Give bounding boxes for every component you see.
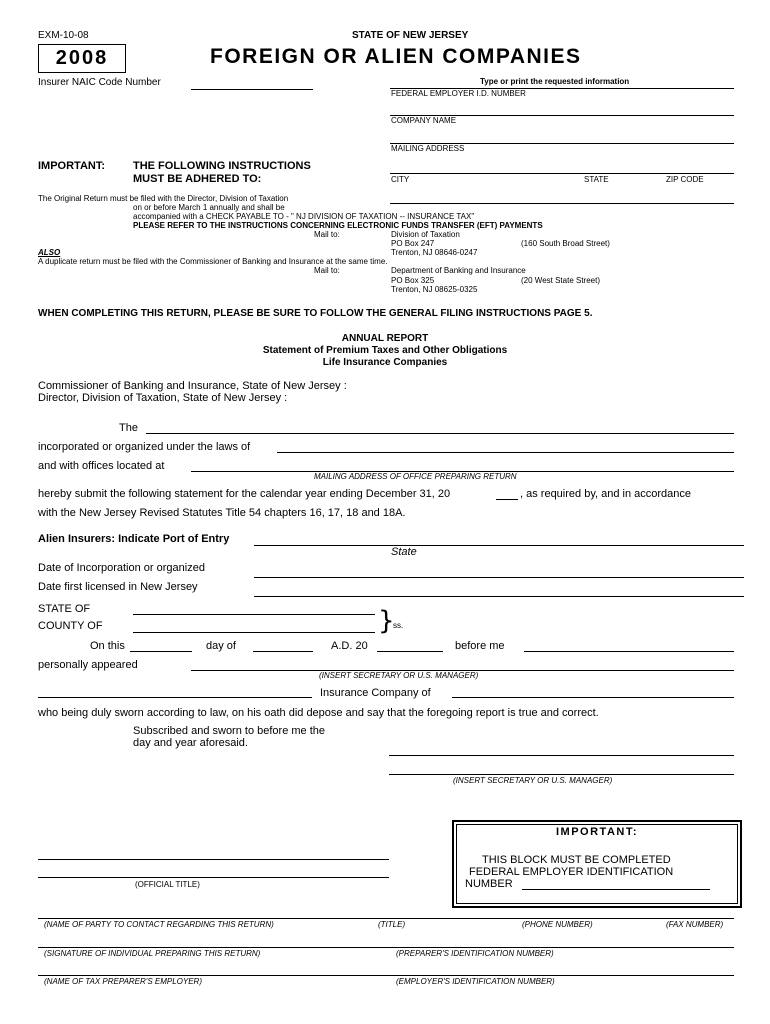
subscribed-line-1: Subscribed and sworn to before me the (133, 725, 326, 737)
county-of-label: COUNTY OF (38, 620, 103, 632)
type-or-print-note: Type or print the requested information (480, 77, 630, 86)
port-of-entry-input[interactable] (254, 545, 744, 546)
banking-street: (20 West State Street) (521, 276, 600, 285)
important-block-line-2: FEDERAL EMPLOYER IDENTIFICATION (469, 866, 674, 878)
insert-secretary-caption: (INSERT SECRETARY OR U.S. MANAGER) (319, 671, 479, 680)
filing-notice: WHEN COMPLETING THIS RETURN, PLEASE BE SURE TO FOLLOW THE GENERAL FILING INSTRUCTIONS PAGE 5. (38, 308, 593, 319)
incorporation-laws-input[interactable] (277, 452, 734, 453)
taxation-street: (160 South Broad Street) (521, 239, 610, 248)
county-of-input[interactable] (133, 632, 375, 633)
page-title: FOREIGN OR ALIEN COMPANIES (210, 45, 582, 68)
also-label: ALSO (38, 248, 61, 257)
report-company-type: Life Insurance Companies (322, 357, 448, 368)
check-payable-text: accompanied with a CHECK PAYABLE TO - " NJ DIVISION OF TAXATION -- INSURANCE TAX" (133, 212, 475, 221)
incorporated-label: incorporated or organized under the laws of (38, 441, 251, 453)
state-sub-caption: State (391, 546, 417, 558)
submit-statement-text-2: , as required by, and in accordance (520, 488, 692, 500)
brace-icon: } (378, 606, 395, 636)
contact-line[interactable] (38, 918, 734, 919)
insurance-company-location-input[interactable] (452, 697, 734, 698)
duplicate-return-text: A duplicate return must be filed with the Commissioner of Banking and Insurance at the same time. (38, 257, 388, 266)
official-title-caption: (OFFICIAL TITLE) (135, 880, 200, 889)
state-of-label: STATE OF (38, 603, 91, 615)
notary-signature-line[interactable] (38, 859, 389, 860)
day-of-label: day of (206, 640, 236, 652)
city-caption: CITY (391, 175, 410, 184)
report-title: ANNUAL REPORT (341, 333, 429, 344)
day-input[interactable] (130, 651, 192, 652)
extra-address-line[interactable] (390, 203, 734, 204)
employer-id-caption: (EMPLOYER'S IDENTIFICATION NUMBER) (396, 977, 555, 986)
mailing-address-caption: MAILING ADDRESS (391, 144, 465, 153)
fein-caption: FEDERAL EMPLOYER I.D. NUMBER (391, 89, 526, 98)
report-subtitle: Statement of Premium Taxes and Other Obligations (262, 345, 508, 356)
date-licensed-input[interactable] (254, 596, 744, 597)
fein-number-input[interactable] (522, 889, 710, 890)
date-incorporation-input[interactable] (254, 577, 744, 578)
addressee-director: Director, Division of Taxation, State of New Jersey : (38, 392, 288, 404)
ad-year-input[interactable] (377, 651, 443, 652)
taxation-address-line-1: Division of Taxation (391, 230, 460, 239)
phone-caption: (PHONE NUMBER) (522, 920, 593, 929)
ss-label: ss. (393, 621, 404, 630)
city-state-zip-field[interactable] (390, 173, 734, 174)
insurance-company-name-input[interactable] (38, 697, 312, 698)
form-id: EXM-10-08 (38, 30, 89, 41)
employer-line[interactable] (38, 975, 734, 976)
calendar-year-input[interactable] (496, 499, 518, 500)
eft-notice: PLEASE REFER TO THE INSTRUCTIONS CONCERNING ELECTRONIC FUNDS TRANSFER (EFT) PAYMENTS (133, 221, 543, 230)
signature-line-2[interactable] (389, 774, 734, 775)
mail-to-label-2: Mail to: (314, 266, 340, 275)
offices-label: and with offices located at (38, 460, 165, 472)
banking-address-line-2: PO Box 325 (391, 276, 435, 285)
original-return-deadline: on or before March 1 annually and shall be (133, 203, 285, 212)
signature-caption: (SIGNATURE OF INDIVIDUAL PREPARING THIS RETURN) (44, 949, 261, 958)
title-caption: (TITLE) (378, 920, 406, 929)
sworn-statement: who being duly sworn according to law, on his oath did depose and say that the foregoing report is true and correct. (38, 707, 599, 719)
important-line-1: THE FOLLOWING INSTRUCTIONS (133, 160, 311, 172)
date-incorporation-label: Date of Incorporation or organized (38, 562, 205, 574)
appeared-label: personally appeared (38, 659, 138, 671)
ad-label: A.D. 20 (331, 640, 368, 652)
state-heading: STATE OF NEW JERSEY (352, 30, 469, 41)
insert-secretary-caption-2: (INSERT SECRETARY OR U.S. MANAGER) (453, 776, 613, 785)
submit-statement-text: hereby submit the following statement for the calendar year ending December 31, 20 (38, 488, 451, 500)
statutes-text: with the New Jersey Revised Statutes Title 54 chapters 16, 17, 18 and 18A. (38, 507, 406, 519)
fax-caption: (FAX NUMBER) (666, 920, 724, 929)
the-label: The (119, 422, 138, 434)
insurance-company-of-label: Insurance Company of (320, 687, 431, 699)
official-title-line[interactable] (38, 877, 389, 878)
mailing-address-office-caption: MAILING ADDRESS OF OFFICE PREPARING RETURN (314, 472, 517, 481)
tax-year: 2008 (55, 47, 109, 69)
mail-to-label-1: Mail to: (314, 230, 340, 239)
important-line-2: MUST BE ADHERED TO: (133, 173, 262, 185)
important-block-heading: IMPORTANT: (555, 826, 638, 838)
naic-label: Insurer NAIC Code Number (38, 77, 161, 88)
contact-name-caption: (NAME OF PARTY TO CONTACT REGARDING THIS RETURN) (44, 920, 274, 929)
addressee-commissioner: Commissioner of Banking and Insurance, State of New Jersey : (38, 380, 347, 392)
preparer-signature-line[interactable] (38, 947, 734, 948)
alien-port-label: Alien Insurers: Indicate Port of Entry (38, 533, 230, 545)
naic-field[interactable] (191, 89, 313, 90)
before-me-input[interactable] (524, 651, 734, 652)
banking-address-line-1: Department of Banking and Insurance (391, 266, 526, 275)
banking-address-line-3: Trenton, NJ 08625-0325 (391, 285, 478, 294)
taxation-address-line-2: PO Box 247 (391, 239, 435, 248)
taxation-address-line-3: Trenton, NJ 08646-0247 (391, 248, 478, 257)
important-label: IMPORTANT: (38, 160, 106, 172)
original-return-text: The Original Return must be filed with the Director, Division of Taxation (38, 194, 289, 203)
zip-caption: ZIP CODE (666, 175, 704, 184)
year-box (38, 44, 126, 73)
preparer-id-caption: (PREPARER'S IDENTIFICATION NUMBER) (396, 949, 554, 958)
month-input[interactable] (253, 651, 313, 652)
state-caption: STATE (584, 175, 609, 184)
important-block-line-1: THIS BLOCK MUST BE COMPLETED (482, 854, 671, 866)
subscribed-line-2: day and year aforesaid. (133, 737, 248, 749)
state-of-input[interactable] (133, 614, 375, 615)
company-name-caption: COMPANY NAME (391, 116, 457, 125)
before-me-label: before me (455, 640, 505, 652)
on-this-label: On this (90, 640, 125, 652)
date-licensed-label: Date first licensed in New Jersey (38, 581, 198, 593)
signature-line-1[interactable] (389, 755, 734, 756)
company-name-input[interactable] (146, 433, 734, 434)
employer-name-caption: (NAME OF TAX PREPARER'S EMPLOYER) (44, 977, 202, 986)
important-block-line-3: NUMBER (465, 878, 513, 890)
